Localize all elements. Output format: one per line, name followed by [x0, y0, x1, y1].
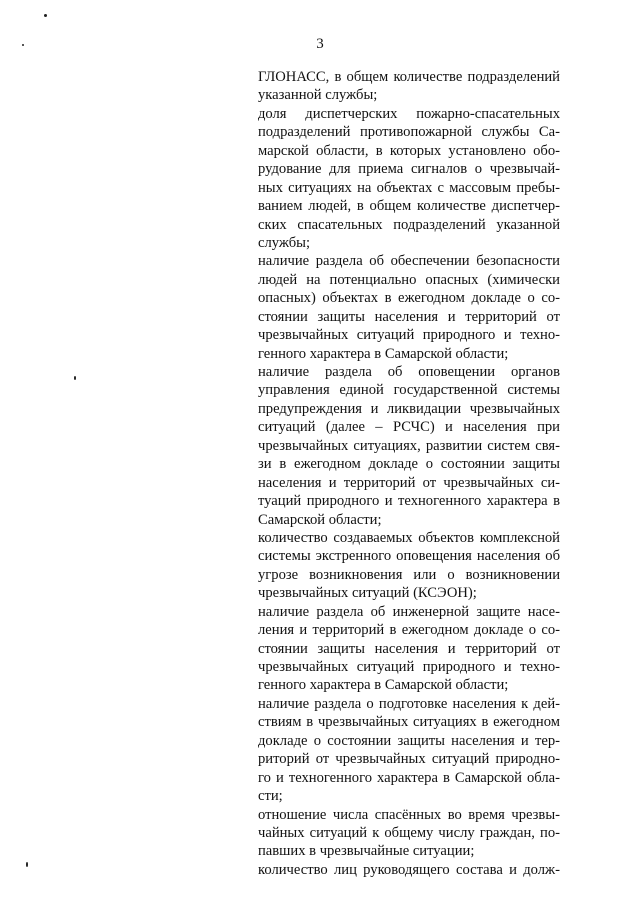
scan-speck — [44, 14, 47, 17]
text-line: ских спасательных подразделений указанной — [258, 216, 560, 233]
text-line: ления и территорий в ежегодном докладе о со- — [258, 622, 560, 639]
text-line: наличие раздела об инженерной защите насе- — [258, 603, 560, 620]
text-line: докладе о состоянии защиты населения и тер- — [258, 732, 560, 749]
text-line: наличие раздела об обеспечении безопасности — [258, 253, 560, 270]
text-line: угрозе возникновения или о возникновении — [258, 566, 560, 583]
text-line: чрезвычайных ситуациях, развитии систем свя- — [258, 437, 560, 454]
text-line: зи в ежегодном докладе о состоянии защиты — [258, 456, 560, 473]
text-line: стоянии защиты населения и территорий от — [258, 640, 560, 657]
text-line: стоянии защиты населения и территорий от — [258, 308, 560, 325]
text-line: павших в чрезвычайные ситуации; — [258, 843, 475, 860]
scan-speck — [74, 376, 76, 380]
text-line: предупреждения и ликвидации чрезвычайных — [258, 400, 560, 417]
text-line: доля диспетчерских пожарно-спасательных — [258, 105, 560, 122]
text-line: людей на потенциально опасных (химически — [258, 271, 560, 288]
text-line: ванием людей, в общем количестве диспетчер- — [258, 198, 560, 215]
text-line: чрезвычайных ситуаций (КСЭОН); — [258, 585, 477, 602]
scan-speck — [22, 44, 24, 46]
text-line: опасных) объектах в ежегодном докладе о со- — [258, 290, 560, 307]
text-line: генного характера в Самарской области; — [258, 677, 509, 694]
page-number: 3 — [316, 36, 324, 52]
text-line: наличие раздела об оповещении органов — [258, 364, 560, 380]
text-line: туаций природного и техногенного характера в — [258, 493, 560, 510]
document-text-column — [258, 68, 560, 879]
text-line: количество создаваемых объектов комплексной — [258, 529, 560, 546]
text-line: ствиям в чрезвычайных ситуациях в ежегодном — [258, 714, 560, 731]
text-line: рудование для приема сигналов о чрезвычай- — [258, 161, 560, 178]
text-line: марской области, в которых установлено обо- — [258, 142, 560, 159]
text-line: количество лиц руководящего состава и долж- — [258, 861, 560, 878]
text-line: риторий от чрезвычайных ситуаций природно- — [258, 751, 560, 768]
text-line: ситуаций (далее – РСЧС) и населения при — [258, 419, 560, 436]
text-line: службы; — [258, 234, 311, 251]
text-line: чрезвычайных ситуаций природного и техно- — [258, 659, 560, 675]
text-line: чрезвычайных ситуаций природного и техно- — [258, 327, 560, 344]
text-line: указанной службы; — [258, 87, 378, 104]
text-line: го и техногенного характера в Самарской обла- — [258, 769, 560, 786]
text-line: подразделений противопожарной службы Са- — [258, 124, 560, 141]
text-line: ных ситуациях на объектах с массовым пребы- — [258, 179, 560, 196]
text-line: системы экстренного оповещения населения об — [258, 548, 560, 565]
text-line: ГЛОНАСС, в общем количестве подразделений — [258, 69, 560, 85]
text-line: чайных ситуаций к общему числу граждан, по- — [258, 824, 560, 841]
text-line: Самарской области; — [258, 511, 382, 528]
text-line: генного характера в Самарской области; — [258, 345, 509, 362]
text-line: населения и территорий от чрезвычайных си- — [258, 474, 560, 491]
text-line: отношение числа спасённых во время чрезвы- — [258, 806, 560, 823]
text-line: наличие раздела о подготовке населения к дей- — [258, 695, 560, 712]
scan-speck — [26, 862, 28, 867]
text-line: управления единой государственной системы — [258, 382, 560, 399]
text-line: сти; — [258, 788, 283, 805]
